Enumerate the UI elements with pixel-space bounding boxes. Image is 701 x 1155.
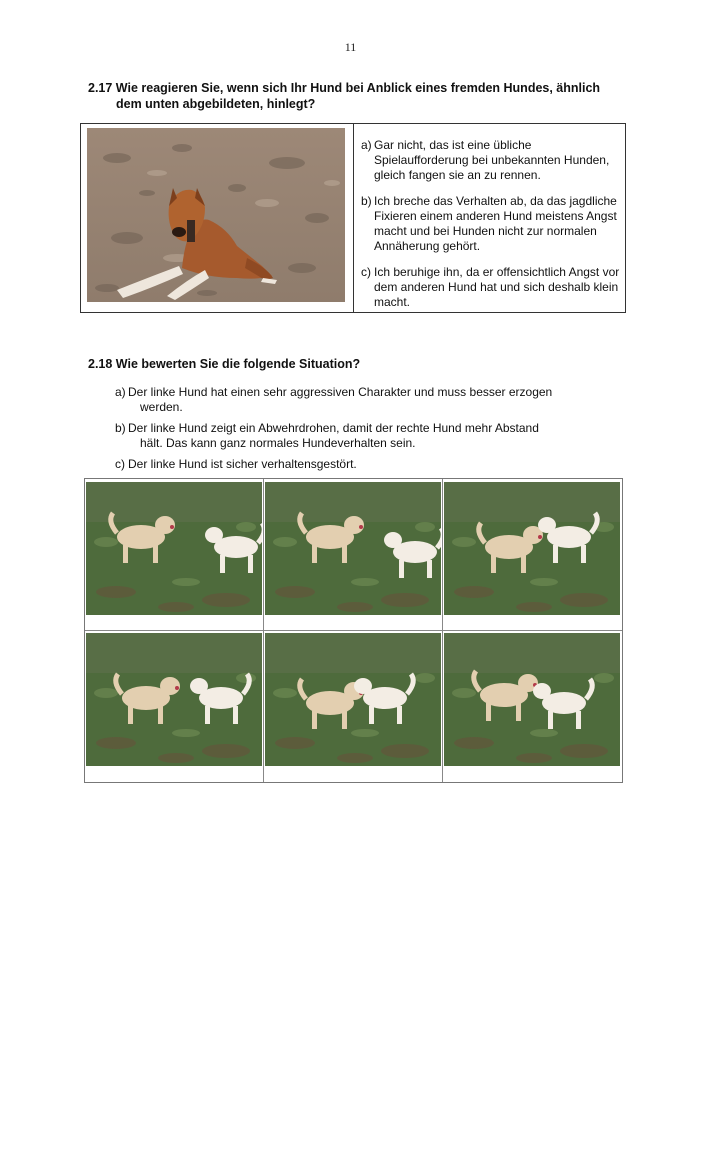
answer-text-line2: werden. xyxy=(140,400,183,414)
answer-text xyxy=(128,457,615,472)
question-2-17-title-line1: 2.17 Wie reagieren Sie, wenn sich Ihr Hund bei Anblick eines fremden Hundes, ähnlich xyxy=(88,81,601,95)
sequence-photo-3 xyxy=(444,482,620,615)
question-2-18-answers xyxy=(115,385,615,478)
answer-letter: b) xyxy=(115,421,126,435)
dogs-scene-illustration xyxy=(86,633,262,766)
dogs-scene-illustration xyxy=(265,633,441,766)
answer-letter: a) xyxy=(115,385,126,399)
lying-dog-illustration xyxy=(87,128,345,302)
sequence-photo-2 xyxy=(265,482,441,615)
answer-letter: a) xyxy=(361,138,372,152)
sequence-photo-4 xyxy=(86,633,262,766)
lying-dog-photo xyxy=(87,128,345,302)
page-number: 11 xyxy=(344,40,357,54)
answer-text: Ich breche das Verhalten ab, da das jagdliche Fixieren einem anderen Hund meistens Angst macht und bei Hunden nicht zur normalen Annäherung gehört. xyxy=(374,194,617,253)
answer-2-17-a[interactable] xyxy=(361,138,623,183)
answer-text-line1: Der linke Hund hat einen sehr aggressiven Charakter und muss besser erzogen xyxy=(128,385,553,399)
sequence-photo-1 xyxy=(86,482,262,615)
question-2-17-title-line2: dem unten abgebildeten, hinlegt? xyxy=(116,97,316,111)
sequence-photo-5 xyxy=(265,633,441,766)
answer-text xyxy=(128,385,615,415)
answer-text-line1: Der linke Hund ist sicher verhaltensgestört. xyxy=(128,457,357,471)
table-divider xyxy=(353,124,354,312)
answer-2-18-c[interactable] xyxy=(115,457,615,472)
photo-sequence-grid xyxy=(84,478,623,783)
question-2-17-title xyxy=(88,80,628,112)
question-2-17-table xyxy=(80,123,626,313)
answer-2-18-b[interactable] xyxy=(115,421,615,451)
answer-letter: c) xyxy=(361,265,371,279)
answer-text-line2: hält. Das kann ganz normales Hundeverhalten sein. xyxy=(140,436,416,450)
answer-letter: c) xyxy=(115,457,125,471)
question-2-17-answers xyxy=(361,138,623,321)
answer-text: Ich beruhige ihn, da er offensichtlich Angst vor dem anderen Hund hat und sich deshalb klein macht. xyxy=(374,265,620,309)
answer-2-17-c[interactable] xyxy=(361,265,623,310)
answer-text-line1: Der linke Hund zeigt ein Abwehrdrohen, damit der rechte Hund mehr Abstand xyxy=(128,421,539,435)
dogs-scene-illustration xyxy=(265,482,441,615)
dogs-scene-illustration xyxy=(444,633,620,766)
grid-divider xyxy=(85,630,622,631)
answer-text xyxy=(128,421,615,451)
sequence-photo-6 xyxy=(444,633,620,766)
answer-letter: b) xyxy=(361,194,372,208)
answer-text: Gar nicht, das ist eine übliche Spielaufforderung bei unbekannten Hunden, gleich fangen sie an zu rennen. xyxy=(374,138,610,182)
dogs-scene-illustration xyxy=(86,482,262,615)
question-2-18-title: 2.18 Wie bewerten Sie die folgende Situation? xyxy=(88,357,361,371)
dogs-scene-illustration xyxy=(444,482,620,615)
answer-2-18-a[interactable] xyxy=(115,385,615,415)
answer-2-17-b[interactable] xyxy=(361,194,623,254)
